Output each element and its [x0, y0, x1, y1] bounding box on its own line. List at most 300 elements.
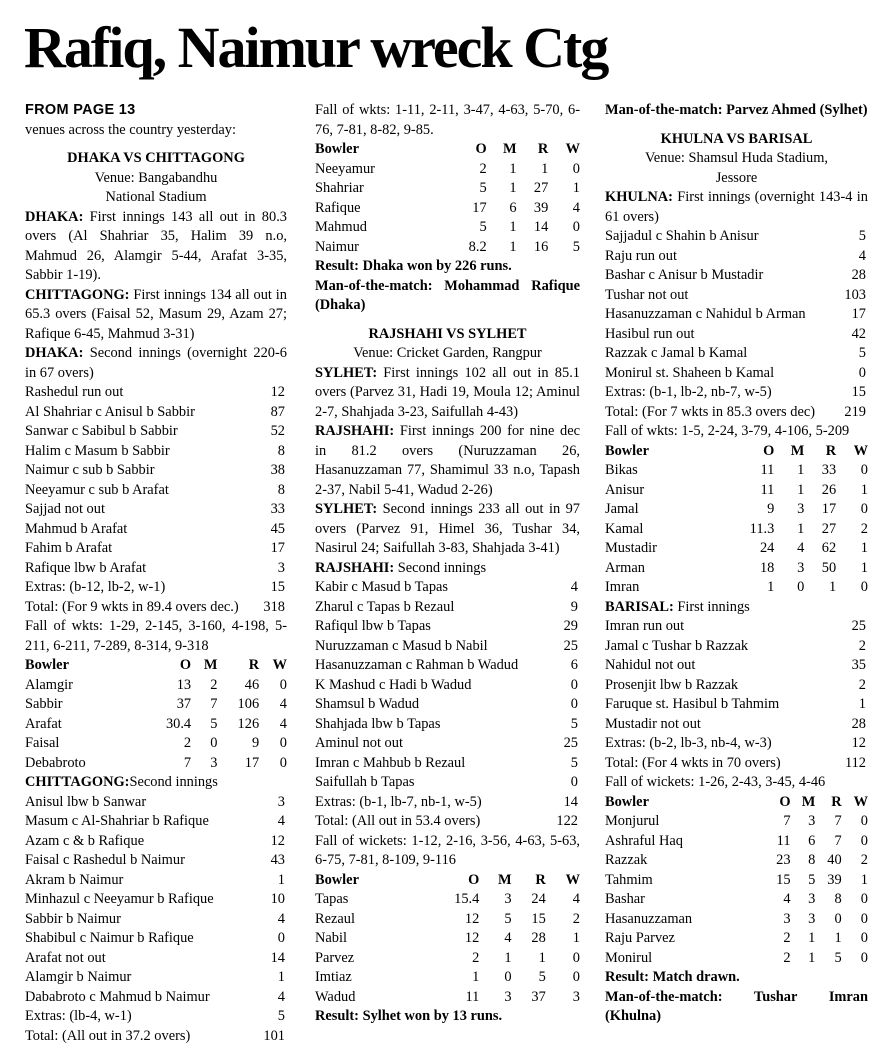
batting-runs: 15 [851, 384, 866, 400]
bowling-cell: Rafique [315, 199, 361, 216]
bowling-row [605, 481, 868, 501]
bowling-cell: 39 [827, 871, 842, 888]
batting-runs: 0 [570, 676, 578, 693]
batting-row [605, 676, 868, 696]
bowling-cell: 1 [797, 462, 805, 478]
bowling-header-cell: M [498, 871, 512, 888]
bowling-cell: 4 [504, 930, 512, 946]
bowling-cell: 7 [834, 813, 842, 829]
bowling-row [315, 949, 580, 969]
bowling-cell: 1 [860, 540, 868, 556]
batting-entry: Nahidul not out [605, 657, 696, 673]
bowling-header-cell: W [565, 141, 580, 157]
batting-row [25, 871, 287, 891]
bowling-table [605, 793, 868, 969]
batting-entry: Faisal c Rashedul b Naimur [25, 852, 185, 868]
bowling-cell: 2 [183, 735, 192, 751]
batting-entry: Total: (For 9 wkts in 89.4 overs dec.) [25, 598, 239, 615]
bowling-cell: 0 [860, 813, 868, 829]
bowling-cell: Parvez [315, 949, 355, 966]
fall-of-wickets: Fall of wickets: 1-26, 2-43, 3-45, 4-46 [605, 774, 826, 790]
batting-row [25, 812, 287, 832]
batting-row [315, 695, 580, 715]
man-of-the-match: Man-of-the-match: Mohammad Rafique (Dhaka) [315, 277, 580, 313]
bowling-header-cell: W [565, 871, 580, 888]
bowling-cell: 3 [504, 891, 512, 907]
batting-row [25, 422, 287, 442]
batting-runs: 12 [270, 832, 285, 849]
bowling-cell: 12 [464, 910, 480, 927]
batting-runs: 5 [858, 345, 866, 361]
bowling-cell: 3 [797, 501, 805, 517]
batting-runs: 4 [277, 910, 285, 927]
batting-entry: Masum c Al-Shahriar b Rafique [25, 813, 209, 829]
bowling-cell: Tapas [315, 891, 349, 907]
bowling-row [605, 559, 868, 579]
venue-line: Jessore [715, 169, 758, 186]
batting-entry: Rafique lbw b Arafat [25, 559, 147, 576]
batting-runs: 219 [844, 403, 866, 420]
bowling-cell: 1 [828, 579, 837, 595]
batting-row [25, 910, 287, 930]
batting-list [605, 617, 868, 773]
innings-summary: SYLHET: First innings 102 all out in 85.1 overs (Parvez 31, Hadi 19, Moula 12; Aminul 2-7, Shahjada 3-23, Saifullah 4-43) [315, 364, 580, 420]
bowling-row [605, 578, 868, 598]
bowling-cell: 3 [797, 559, 805, 576]
batting-row [25, 442, 287, 462]
bowling-row [315, 988, 580, 1008]
batting-row [25, 500, 287, 520]
batting-runs: 103 [844, 286, 866, 303]
bowling-cell: 27 [533, 180, 549, 196]
man-of-the-match: Man-of-the-match: Parvez Ahmed (Sylhet) [605, 102, 868, 118]
bowling-cell: 15 [531, 910, 546, 927]
batting-row [605, 227, 868, 247]
bowling-cell: 0 [572, 949, 580, 966]
bowling-cell: 26 [821, 481, 837, 498]
bowling-cell: 126 [237, 715, 260, 732]
bowling-cell: 1 [472, 969, 480, 985]
bowling-cell: 5 [808, 871, 816, 888]
batting-row [605, 383, 868, 403]
batting-row [315, 773, 580, 793]
batting-entry: Razzak c Jamal b Kamal [605, 345, 748, 361]
bowling-header-cell: Bowler [605, 793, 649, 810]
bowling-cell: Naimur [315, 238, 359, 255]
bowling-cell: 2 [783, 949, 791, 966]
bowling-row [25, 734, 287, 754]
batting-row [315, 598, 580, 618]
batting-runs: 12 [851, 735, 866, 751]
man-of-the-match: Man-of-the-match: Tushar Imran (Khulna) [605, 988, 868, 1024]
bowling-cell: 5 [479, 180, 487, 196]
batting-entry: Imran c Mahbub b Rezaul [315, 754, 466, 771]
batting-entry: Extras: (b-2, lb-3, nb-4, w-3) [605, 735, 772, 751]
batting-runs: 14 [270, 949, 285, 966]
bowling-row [605, 890, 868, 910]
bowling-cell: Bikas [605, 462, 638, 478]
batting-row [25, 559, 287, 579]
bowling-cell: 17 [821, 501, 837, 517]
intro-text: venues across the country yesterday: [25, 121, 236, 138]
batting-runs: 25 [563, 735, 578, 751]
batting-row [605, 325, 868, 345]
batting-runs: 15 [270, 579, 285, 595]
bowling-cell: Nabil [315, 930, 347, 946]
batting-entry: Sabbir b Naimur [25, 910, 121, 927]
bowling-cell: 7 [783, 813, 791, 829]
batting-row [605, 637, 868, 657]
match-result: Result: Sylhet won by 13 runs. [315, 1008, 503, 1024]
bowling-cell: 23 [776, 852, 791, 868]
bowling-cell: 12 [464, 930, 480, 946]
batting-list [315, 578, 580, 832]
bowling-cell: 0 [860, 949, 868, 966]
batting-entry: Neeyamur c sub b Arafat [25, 481, 169, 498]
bowling-cell: 4 [783, 891, 791, 907]
batting-entry: Fahim b Arafat [25, 540, 113, 556]
bowling-cell: 1 [509, 219, 517, 235]
bowling-cell: Ashraful Haq [605, 832, 683, 849]
batting-runs: 87 [270, 403, 285, 420]
batting-list [25, 793, 287, 1047]
bowling-row [315, 218, 580, 238]
batting-runs: 5 [277, 1008, 285, 1024]
bowling-cell: 0 [572, 969, 580, 985]
bowling-header-cell: O [475, 141, 487, 157]
bowling-cell: 0 [279, 754, 287, 771]
batting-runs: 4 [570, 579, 578, 595]
bowling-cell: 14 [533, 219, 549, 235]
bowling-header-row [25, 656, 287, 676]
bowling-cell: 3 [808, 891, 816, 907]
batting-entry: Imran run out [605, 618, 685, 634]
bowling-row [605, 851, 868, 871]
batting-runs: 2 [858, 676, 866, 693]
bowling-row [605, 539, 868, 559]
bowling-cell: 16 [533, 238, 549, 255]
innings-summary: DHAKA: Second innings (overnight 220-6 in 67 overs) [25, 345, 287, 381]
batting-row [25, 949, 287, 969]
venue-line: Venue: Shamsul Huda Stadium, [644, 150, 829, 166]
bowling-row [605, 871, 868, 891]
batting-entry: Total: (For 7 wkts in 85.3 overs dec) [605, 403, 816, 420]
bowling-row [25, 695, 287, 715]
match-result: Result: Dhaka won by 226 runs. [315, 258, 512, 274]
match-title-rajshahi-sylhet: RAJSHAHI VS SYLHET [368, 325, 527, 342]
batting-row [315, 754, 580, 774]
bowling-row [25, 715, 287, 735]
bowling-header-row [315, 871, 580, 891]
bowling-cell: 39 [533, 199, 549, 216]
bowling-cell: 0 [860, 930, 868, 946]
batting-list [25, 383, 287, 617]
batting-runs: 42 [851, 325, 866, 342]
bowling-cell: 2 [210, 676, 218, 693]
batting-entry: Azam c & b Rafique [25, 832, 145, 849]
bowling-cell: 3 [572, 988, 580, 1005]
batting-row [315, 617, 580, 637]
bowling-row [315, 929, 580, 949]
batting-row [315, 734, 580, 754]
batting-list [605, 227, 868, 422]
bowling-cell: 1 [834, 930, 842, 946]
bowling-cell: Monjurul [605, 813, 660, 829]
bowling-cell: 27 [821, 520, 837, 537]
batting-entry: Hasibul run out [605, 325, 695, 342]
bowling-header-cell: M [790, 442, 805, 459]
bowling-cell: 11 [776, 832, 791, 849]
bowling-table [315, 140, 580, 257]
batting-runs: 43 [270, 852, 285, 868]
bowling-cell: 1 [797, 481, 805, 498]
batting-entry: Saifullah b Tapas [315, 774, 415, 790]
batting-entry: Minhazul c Neeyamur b Rafique [25, 891, 214, 907]
bowling-cell: Alamgir [25, 676, 73, 693]
batting-runs: 1 [277, 871, 285, 888]
bowling-row [315, 890, 580, 910]
batting-runs: 9 [570, 598, 578, 615]
batting-row [605, 734, 868, 754]
batting-entry: Mahmud b Arafat [25, 520, 128, 537]
bowling-cell: 5 [210, 715, 218, 732]
batting-entry: Extras: (b-1, lb-7, nb-1, w-5) [315, 793, 482, 810]
bowling-cell: 30.4 [165, 715, 192, 732]
batting-row [605, 656, 868, 676]
bowling-header-row [315, 140, 580, 160]
batting-runs: 12 [270, 384, 285, 400]
bowling-row [25, 754, 287, 774]
bowling-cell: Arafat [25, 715, 62, 732]
bowling-row [605, 461, 868, 481]
bowling-cell: 11 [760, 481, 775, 498]
bowling-cell: 1 [808, 949, 816, 966]
batting-entry: Halim c Masum b Sabbir [25, 442, 170, 459]
batting-row [605, 403, 868, 423]
bowling-header-cell: M [801, 793, 816, 810]
bowling-cell: Monirul [605, 949, 653, 966]
bowling-cell: 7 [183, 754, 192, 771]
bowling-cell: 11 [760, 462, 775, 478]
batting-row [25, 598, 287, 618]
batting-row [25, 1007, 287, 1027]
batting-runs: 5 [570, 715, 578, 732]
bowling-cell: 1 [538, 949, 546, 966]
batting-runs: 35 [851, 657, 866, 673]
bowling-cell: 0 [860, 501, 868, 517]
bowling-cell: 4 [279, 696, 287, 712]
bowling-cell: 1 [541, 160, 549, 177]
batting-runs: 0 [570, 696, 578, 712]
batting-entry: Prosenjit lbw b Razzak [605, 676, 739, 693]
headline: Rafiq, Naimur wreck Ctg [24, 15, 608, 80]
bowling-cell: 1 [808, 930, 816, 946]
batting-row [605, 286, 868, 306]
batting-runs: 28 [851, 715, 866, 732]
bowling-header-cell: Bowler [25, 657, 69, 673]
batting-row [315, 637, 580, 657]
batting-row [605, 266, 868, 286]
bowling-cell: 8 [808, 852, 816, 868]
batting-row [605, 754, 868, 774]
bowling-cell: 0 [860, 832, 868, 849]
venue-line: Venue: Cricket Garden, Rangpur [353, 345, 542, 361]
bowling-cell: 0 [279, 735, 287, 751]
bowling-row [315, 199, 580, 219]
venue-line: National Stadium [105, 189, 207, 205]
bowling-cell: 1 [860, 481, 868, 498]
batting-runs: 1 [277, 969, 285, 985]
batting-runs: 3 [277, 559, 285, 576]
bowling-row [605, 929, 868, 949]
match-title-khulna-barisal: KHULNA VS BARISAL [660, 130, 813, 147]
fall-of-wickets: Fall of wkts: 1-5, 2-24, 3-79, 4-106, 5-209 [605, 423, 850, 439]
bowling-cell: 62 [821, 540, 837, 556]
bowling-header-cell: Bowler [605, 442, 649, 459]
bowling-cell: 1 [572, 930, 580, 946]
bowling-cell: 3 [783, 910, 791, 927]
batting-entry: Alamgir b Naimur [25, 969, 132, 985]
batting-entry: Akram b Naimur [25, 871, 124, 888]
bowling-cell: 0 [834, 910, 842, 927]
batting-row [605, 617, 868, 637]
batting-row [315, 656, 580, 676]
bowling-cell: 17 [472, 199, 487, 216]
bowling-cell: 9 [251, 735, 260, 751]
batting-row [605, 715, 868, 735]
batting-row [605, 305, 868, 325]
bowling-row [605, 520, 868, 540]
batting-runs: 45 [270, 520, 285, 537]
bowling-cell: 1 [509, 180, 517, 196]
bowling-cell: Imtiaz [315, 969, 352, 985]
bowling-cell: 40 [827, 852, 842, 868]
match-title-dhaka-chittagong: DHAKA VS CHITTAGONG [67, 150, 245, 166]
bowling-row [605, 910, 868, 930]
bowling-cell: Debabroto [25, 754, 86, 771]
bowling-cell: 4 [572, 891, 580, 907]
bowling-table [605, 442, 868, 598]
batting-runs: 318 [263, 598, 285, 615]
bowling-cell: 4 [279, 715, 287, 732]
batting-entry: Faruque st. Hasibul b Tahmim [605, 696, 780, 712]
bowling-header-cell: R [535, 871, 546, 888]
bowling-cell: 33 [821, 462, 837, 478]
bowling-cell: 46 [244, 676, 260, 693]
batting-runs: 6 [570, 657, 578, 673]
batting-entry: Shamsul b Wadud [315, 696, 420, 712]
bowling-cell: 8.2 [468, 238, 487, 255]
batting-entry: Total: (All out in 53.4 overs) [315, 813, 481, 829]
bowling-cell: Mahmud [315, 219, 367, 235]
batting-row [25, 832, 287, 852]
bowling-header-cell: R [537, 141, 549, 157]
bowling-cell: 37 [531, 988, 546, 1005]
bowling-cell: 15.4 [454, 891, 480, 907]
batting-runs: 4 [858, 247, 866, 264]
batting-entry: Sajjadul c Shahin b Anisur [605, 228, 759, 244]
innings-summary: CHITTAGONG:Second innings [25, 774, 218, 790]
batting-entry: Extras: (b-1, lb-2, nb-7, w-5) [605, 384, 772, 400]
batting-runs: 0 [277, 930, 285, 946]
batting-runs: 122 [556, 813, 578, 829]
bowling-cell: Arman [605, 559, 645, 576]
batting-row [25, 890, 287, 910]
batting-entry: Extras: (b-12, lb-2, w-1) [25, 579, 166, 595]
batting-runs: 52 [270, 423, 285, 439]
batting-row [25, 851, 287, 871]
batting-runs: 33 [270, 501, 285, 517]
bowling-cell: Kamal [605, 520, 644, 537]
batting-entry: Sajjad not out [25, 501, 105, 517]
bowling-cell: 24 [759, 540, 775, 556]
bowling-cell: 5 [572, 238, 580, 255]
batting-entry: Hasanuzzaman c Rahman b Wadud [315, 657, 519, 673]
bowling-cell: 0 [210, 735, 218, 751]
batting-entry: Rashedul run out [25, 384, 124, 400]
bowling-cell: 4 [572, 199, 580, 216]
bowling-cell: 4 [797, 540, 805, 556]
bowling-header-cell: O [763, 442, 775, 459]
bowling-header-row [605, 442, 868, 462]
innings-summary: BARISAL: First innings [605, 598, 750, 615]
bowling-cell: 2 [783, 930, 791, 946]
bowling-header-cell: Bowler [315, 141, 359, 157]
batting-runs: 14 [563, 793, 578, 810]
bowling-cell: 1 [509, 160, 517, 177]
bowling-cell: 5 [538, 969, 546, 985]
bowling-cell: 17 [244, 754, 260, 771]
batting-entry: Total: (For 4 wkts in 70 overs) [605, 754, 781, 771]
bowling-cell: 6 [808, 832, 816, 849]
bowling-cell: 0 [572, 160, 580, 177]
batting-entry: Monirul st. Shaheen b Kamal [605, 364, 775, 381]
bowling-header-cell: O [779, 793, 791, 810]
from-page-label: FROM PAGE 13 [25, 102, 136, 118]
batting-runs: 8 [277, 481, 285, 498]
bowling-table [25, 656, 287, 773]
bowling-row [605, 812, 868, 832]
fall-of-wickets: Fall of wkts: 1-29, 2-145, 3-160, 4-198, 5-211, 6-211, 7-289, 8-314, 9-318 [25, 618, 287, 654]
innings-summary: RAJSHAHI: Second innings [315, 559, 487, 576]
batting-entry: Rafiqul lbw b Tapas [315, 618, 431, 634]
bowling-row [605, 500, 868, 520]
batting-runs: 29 [563, 618, 578, 634]
bowling-cell: Rezaul [315, 910, 355, 927]
batting-runs: 3 [277, 793, 285, 810]
batting-runs: 25 [851, 618, 866, 634]
batting-row [315, 715, 580, 735]
bowling-cell: 37 [176, 696, 192, 712]
bowling-cell: 5 [479, 219, 487, 235]
bowling-cell: 7 [834, 832, 842, 849]
batting-runs: 2 [858, 637, 866, 654]
bowling-cell: 11 [465, 988, 480, 1005]
batting-entry: K Mashud c Hadi b Wadud [315, 676, 472, 693]
bowling-cell: 28 [531, 930, 546, 946]
match-result: Result: Match drawn. [605, 969, 740, 985]
batting-runs: 5 [570, 754, 578, 771]
batting-runs: 112 [844, 754, 866, 771]
bowling-row [605, 832, 868, 852]
batting-entry: Shabibul c Naimur b Rafique [25, 930, 194, 946]
batting-entry: Anisul lbw b Sanwar [25, 793, 147, 810]
bowling-cell: 3 [808, 910, 816, 927]
bowling-cell: Tahmim [605, 871, 653, 888]
batting-row [605, 344, 868, 364]
bowling-table [315, 871, 580, 1008]
innings-summary: CHITTAGONG: First innings 134 all out in 65.3 overs (Faisal 52, Masum 29, Azam 27; Rafique 6-45, Mahmud 3-31) [25, 286, 287, 342]
